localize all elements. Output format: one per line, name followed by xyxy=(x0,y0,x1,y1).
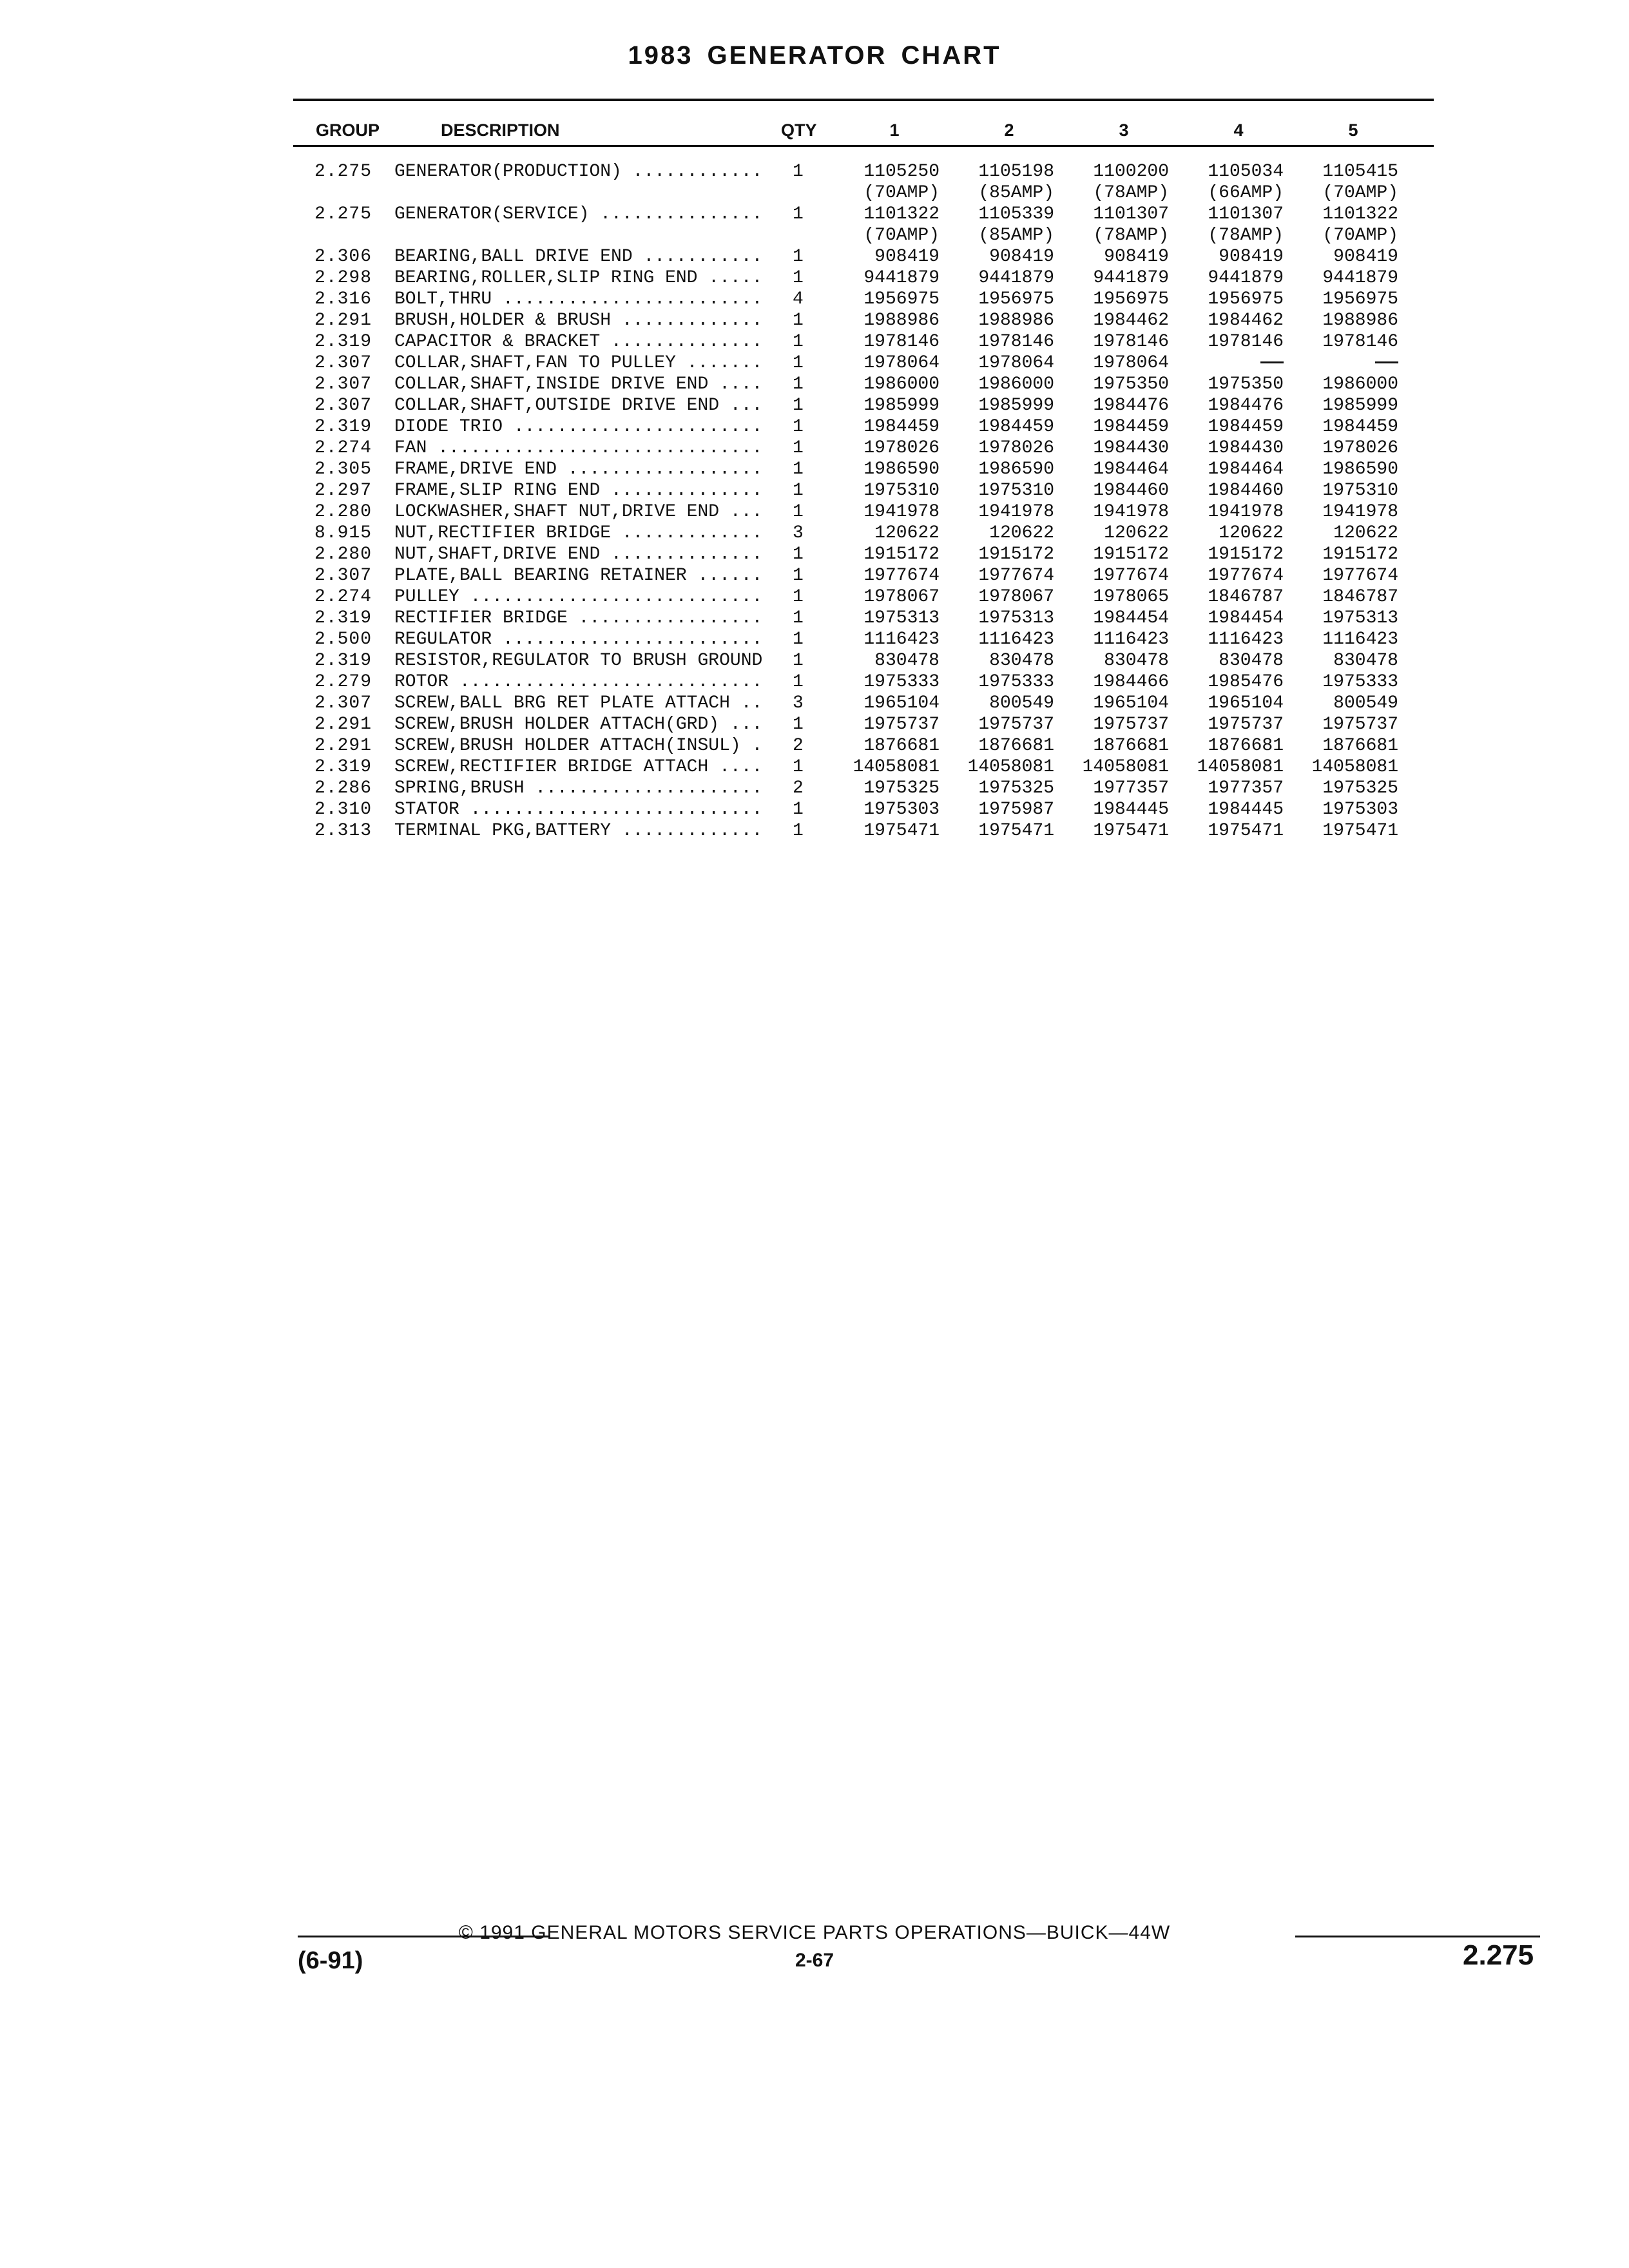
part-number-cell: 1975737 xyxy=(1322,715,1398,735)
qty-cell: 1 xyxy=(793,247,804,267)
part-number-cell: 1956975 xyxy=(1322,289,1398,309)
column-header-2: 2 xyxy=(1004,120,1014,140)
qty-cell: 1 xyxy=(793,800,804,820)
group-cell: 2.307 xyxy=(314,353,372,373)
group-cell: 2.307 xyxy=(314,693,372,713)
part-number-cell: 1984464 xyxy=(1093,459,1169,479)
part-number-cell: 830478 xyxy=(989,651,1054,671)
part-number-cell: 1101322 xyxy=(1322,204,1398,224)
part-number-cell: 1105250 xyxy=(863,162,940,182)
column-header-description: DESCRIPTION xyxy=(441,120,560,140)
description-cell: REGULATOR ........................ xyxy=(394,629,763,649)
description-cell: ROTOR ............................ xyxy=(394,672,763,692)
description-cell: NUT,RECTIFIER BRIDGE ............. xyxy=(394,523,763,543)
table-row xyxy=(0,331,1629,352)
part-number-cell: 1116423 xyxy=(1322,629,1398,649)
part-number-cell: 1977674 xyxy=(1093,566,1169,586)
description-cell: COLLAR,SHAFT,INSIDE DRIVE END .... xyxy=(394,374,763,394)
part-number-cell: 1876681 xyxy=(1322,736,1398,756)
part-number-cell: 1975333 xyxy=(1322,672,1398,692)
part-number-cell: 1975333 xyxy=(978,672,1054,692)
part-number-cell: 1978026 xyxy=(863,438,940,458)
table-row xyxy=(0,480,1629,501)
dash-mark xyxy=(1375,361,1398,363)
column-header-qty: QTY xyxy=(781,120,817,140)
header-top-rule xyxy=(293,99,1434,101)
footer-section-number: 2.275 xyxy=(1463,1939,1534,1971)
description-cell: TERMINAL PKG,BATTERY ............. xyxy=(394,821,763,841)
description-cell: BRUSH,HOLDER & BRUSH ............. xyxy=(394,311,763,331)
qty-cell: 1 xyxy=(793,481,804,501)
column-header-3: 3 xyxy=(1119,120,1129,140)
part-number-cell: 1985999 xyxy=(1322,396,1398,416)
part-number-cell: 1965104 xyxy=(1093,693,1169,713)
qty-cell: 1 xyxy=(793,544,804,564)
part-number-cell: 1105339 xyxy=(978,204,1054,224)
part-number-cell: 1978064 xyxy=(978,353,1054,373)
qty-cell: 1 xyxy=(793,587,804,607)
part-number-cell: 1975471 xyxy=(863,821,940,841)
amperage-cell: (78AMP) xyxy=(1208,226,1284,245)
description-cell: RESISTOR,REGULATOR TO BRUSH GROUND xyxy=(394,651,763,671)
part-number-cell: 1941978 xyxy=(1208,502,1284,522)
part-number-cell: 1846787 xyxy=(1322,587,1398,607)
part-number-cell: 908419 xyxy=(874,247,940,267)
part-number-cell: 1984459 xyxy=(1208,417,1284,437)
part-number-cell: 830478 xyxy=(1219,651,1284,671)
part-number-cell: 1988986 xyxy=(863,311,940,331)
group-cell: 2.280 xyxy=(314,502,372,522)
group-cell: 8.915 xyxy=(314,523,372,543)
part-number-cell: 1956975 xyxy=(1208,289,1284,309)
description-cell: SCREW,RECTIFIER BRIDGE ATTACH .... xyxy=(394,757,763,777)
group-cell: 2.291 xyxy=(314,715,372,735)
part-number-cell: 1977674 xyxy=(1208,566,1284,586)
part-number-cell: 1984459 xyxy=(1093,417,1169,437)
group-cell: 2.307 xyxy=(314,566,372,586)
qty-cell: 1 xyxy=(793,204,804,224)
qty-cell: 1 xyxy=(793,162,804,182)
part-number-cell: 1105198 xyxy=(978,162,1054,182)
part-number-cell: 1977674 xyxy=(863,566,940,586)
amperage-cell: (70AMP) xyxy=(863,183,940,203)
description-cell: COLLAR,SHAFT,OUTSIDE DRIVE END ... xyxy=(394,396,763,416)
group-cell: 2.291 xyxy=(314,311,372,331)
group-cell: 2.319 xyxy=(314,608,372,628)
qty-cell: 1 xyxy=(793,821,804,841)
group-cell: 2.319 xyxy=(314,417,372,437)
part-number-cell: 1975737 xyxy=(1093,715,1169,735)
footer-page-number: 2-67 xyxy=(795,1950,834,1971)
amperage-cell: (66AMP) xyxy=(1208,183,1284,203)
description-cell: SCREW,BRUSH HOLDER ATTACH(INSUL) . xyxy=(394,736,763,756)
description-cell: BOLT,THRU ........................ xyxy=(394,289,763,309)
description-cell: PLATE,BALL BEARING RETAINER ...... xyxy=(394,566,763,586)
group-cell: 2.274 xyxy=(314,438,372,458)
qty-cell: 1 xyxy=(793,438,804,458)
description-cell: SCREW,BRUSH HOLDER ATTACH(GRD) ... xyxy=(394,715,763,735)
part-number-cell: 1977674 xyxy=(1322,566,1398,586)
part-number-cell: 14058081 xyxy=(853,757,940,777)
part-number-cell: 1986590 xyxy=(978,459,1054,479)
page-title: 1983 GENERATOR CHART xyxy=(628,41,1001,70)
qty-cell: 1 xyxy=(793,374,804,394)
part-number-cell: 1975350 xyxy=(1093,374,1169,394)
part-number-cell: 1984459 xyxy=(1322,417,1398,437)
part-number-cell: 1978067 xyxy=(863,587,940,607)
part-number-cell: 1984430 xyxy=(1208,438,1284,458)
part-number-cell: 1986000 xyxy=(1322,374,1398,394)
table-row xyxy=(0,416,1629,437)
table-row xyxy=(0,246,1629,267)
description-cell: GENERATOR(PRODUCTION) ............ xyxy=(394,162,763,182)
part-number-cell: 9441879 xyxy=(1093,268,1169,288)
table-row xyxy=(0,799,1629,820)
part-number-cell: 1941978 xyxy=(863,502,940,522)
part-number-cell: 1876681 xyxy=(863,736,940,756)
part-number-cell: 1956975 xyxy=(863,289,940,309)
table-row xyxy=(0,289,1629,310)
description-cell: RECTIFIER BRIDGE ................. xyxy=(394,608,763,628)
part-number-cell: 1876681 xyxy=(1093,736,1169,756)
part-number-cell: 1975471 xyxy=(978,821,1054,841)
group-cell: 2.313 xyxy=(314,821,372,841)
amperage-cell: (70AMP) xyxy=(1322,226,1398,245)
table-row xyxy=(0,671,1629,693)
description-cell: BEARING,BALL DRIVE END ........... xyxy=(394,247,763,267)
table-row xyxy=(0,352,1629,374)
qty-cell: 3 xyxy=(793,523,804,543)
qty-cell: 1 xyxy=(793,672,804,692)
qty-cell: 1 xyxy=(793,332,804,352)
part-number-cell: 1915172 xyxy=(1093,544,1169,564)
part-number-cell: 800549 xyxy=(989,693,1054,713)
qty-cell: 1 xyxy=(793,396,804,416)
description-cell: SCREW,BALL BRG RET PLATE ATTACH .. xyxy=(394,693,763,713)
part-number-cell: 1985476 xyxy=(1208,672,1284,692)
amperage-row xyxy=(0,225,1629,246)
table-row xyxy=(0,204,1629,225)
group-cell: 2.275 xyxy=(314,204,372,224)
table-row xyxy=(0,778,1629,799)
description-cell: CAPACITOR & BRACKET .............. xyxy=(394,332,763,352)
group-cell: 2.316 xyxy=(314,289,372,309)
amperage-cell: (85AMP) xyxy=(978,183,1054,203)
description-cell: NUT,SHAFT,DRIVE END .............. xyxy=(394,544,763,564)
part-number-cell: 1975325 xyxy=(1322,778,1398,798)
description-cell: LOCKWASHER,SHAFT NUT,DRIVE END ... xyxy=(394,502,763,522)
table-row xyxy=(0,608,1629,629)
table-row xyxy=(0,820,1629,841)
amperage-cell: (70AMP) xyxy=(1322,183,1398,203)
group-cell: 2.275 xyxy=(314,162,372,182)
part-number-cell: 830478 xyxy=(874,651,940,671)
part-number-cell: 1984430 xyxy=(1093,438,1169,458)
qty-cell: 1 xyxy=(793,715,804,735)
qty-cell: 1 xyxy=(793,268,804,288)
part-number-cell: 1101307 xyxy=(1093,204,1169,224)
part-number-cell: 120622 xyxy=(874,523,940,543)
part-number-cell: 1984462 xyxy=(1208,311,1284,331)
part-number-cell: 1956975 xyxy=(978,289,1054,309)
part-number-cell: 1941978 xyxy=(1093,502,1169,522)
part-number-cell: 1975310 xyxy=(978,481,1054,501)
qty-cell: 2 xyxy=(793,778,804,798)
part-number-cell: 1975350 xyxy=(1208,374,1284,394)
part-number-cell: 1978026 xyxy=(1322,438,1398,458)
part-number-cell: 1915172 xyxy=(1208,544,1284,564)
part-number-cell: 1986000 xyxy=(978,374,1054,394)
qty-cell: 1 xyxy=(793,629,804,649)
table-row xyxy=(0,586,1629,608)
part-number-cell: 1978064 xyxy=(1093,353,1169,373)
group-cell: 2.291 xyxy=(314,736,372,756)
part-number-cell: 1915172 xyxy=(1322,544,1398,564)
part-number-cell: 1986590 xyxy=(863,459,940,479)
table-row xyxy=(0,565,1629,586)
part-number-cell: 908419 xyxy=(1219,247,1284,267)
part-number-cell: 14058081 xyxy=(967,757,1054,777)
description-cell: SPRING,BRUSH ..................... xyxy=(394,778,763,798)
table-row xyxy=(0,459,1629,480)
part-number-cell: 14058081 xyxy=(1311,757,1398,777)
group-cell: 2.319 xyxy=(314,651,372,671)
table-row xyxy=(0,161,1629,182)
part-number-cell: 1985999 xyxy=(978,396,1054,416)
table-row xyxy=(0,374,1629,395)
amperage-cell: (70AMP) xyxy=(863,226,940,245)
part-number-cell: 1105034 xyxy=(1208,162,1284,182)
not-applicable-dash xyxy=(1174,352,1284,374)
description-cell: DIODE TRIO ....................... xyxy=(394,417,763,437)
part-number-cell: 1956975 xyxy=(1093,289,1169,309)
part-number-cell: 1978146 xyxy=(1208,332,1284,352)
part-number-cell: 1984466 xyxy=(1093,672,1169,692)
part-number-cell: 908419 xyxy=(1104,247,1169,267)
part-number-cell: 1941978 xyxy=(1322,502,1398,522)
part-number-cell: 120622 xyxy=(989,523,1054,543)
footer-date: (6-91) xyxy=(298,1947,363,1974)
qty-cell: 1 xyxy=(793,608,804,628)
part-number-cell: 1978146 xyxy=(1322,332,1398,352)
group-cell: 2.319 xyxy=(314,332,372,352)
part-number-cell: 9441879 xyxy=(1322,268,1398,288)
part-number-cell: 14058081 xyxy=(1082,757,1169,777)
part-number-cell: 1984445 xyxy=(1093,800,1169,820)
part-number-cell: 1977357 xyxy=(1093,778,1169,798)
part-number-cell: 1975987 xyxy=(978,800,1054,820)
qty-cell: 1 xyxy=(793,353,804,373)
group-cell: 2.305 xyxy=(314,459,372,479)
part-number-cell: 1975471 xyxy=(1322,821,1398,841)
part-number-cell: 1116423 xyxy=(1208,629,1284,649)
part-number-cell: 1116423 xyxy=(1093,629,1169,649)
part-number-cell: 1984460 xyxy=(1093,481,1169,501)
group-cell: 2.319 xyxy=(314,757,372,777)
part-number-cell: 1876681 xyxy=(978,736,1054,756)
group-cell: 2.279 xyxy=(314,672,372,692)
amperage-cell: (85AMP) xyxy=(978,226,1054,245)
column-header-4: 4 xyxy=(1233,120,1244,140)
part-number-cell: 1986000 xyxy=(863,374,940,394)
part-number-cell: 1978146 xyxy=(863,332,940,352)
part-number-cell: 120622 xyxy=(1219,523,1284,543)
amperage-cell: (78AMP) xyxy=(1093,226,1169,245)
amperage-cell: (78AMP) xyxy=(1093,183,1169,203)
part-number-cell: 1977357 xyxy=(1208,778,1284,798)
group-cell: 2.306 xyxy=(314,247,372,267)
qty-cell: 2 xyxy=(793,736,804,756)
table-row xyxy=(0,544,1629,565)
part-number-cell: 1975313 xyxy=(1322,608,1398,628)
table-row xyxy=(0,395,1629,416)
part-number-cell: 14058081 xyxy=(1197,757,1284,777)
qty-cell: 1 xyxy=(793,757,804,777)
part-number-cell: 1101322 xyxy=(863,204,940,224)
table-row xyxy=(0,629,1629,650)
not-applicable-dash xyxy=(1289,352,1398,374)
part-number-cell: 1988986 xyxy=(1322,311,1398,331)
part-number-cell: 1975737 xyxy=(978,715,1054,735)
part-number-cell: 1984460 xyxy=(1208,481,1284,501)
part-number-cell: 1105415 xyxy=(1322,162,1398,182)
column-header-5: 5 xyxy=(1348,120,1358,140)
group-cell: 2.307 xyxy=(314,396,372,416)
part-number-cell: 1975333 xyxy=(863,672,940,692)
qty-cell: 4 xyxy=(793,289,804,309)
part-number-cell: 1984454 xyxy=(1093,608,1169,628)
description-cell: COLLAR,SHAFT,FAN TO PULLEY ....... xyxy=(394,353,763,373)
part-number-cell: 1984476 xyxy=(1093,396,1169,416)
group-cell: 2.307 xyxy=(314,374,372,394)
table-row xyxy=(0,310,1629,331)
part-number-cell: 1984454 xyxy=(1208,608,1284,628)
part-number-cell: 1978146 xyxy=(1093,332,1169,352)
part-number-cell: 800549 xyxy=(1333,693,1398,713)
column-header-1: 1 xyxy=(889,120,900,140)
table-row xyxy=(0,437,1629,459)
footer-copyright: © 1991 GENERAL MOTORS SERVICE PARTS OPERATIONS—BUICK—44W xyxy=(458,1922,1171,1943)
table-row xyxy=(0,693,1629,714)
part-number-cell: 9441879 xyxy=(1208,268,1284,288)
qty-cell: 3 xyxy=(793,693,804,713)
table-row xyxy=(0,650,1629,671)
part-number-cell: 1986590 xyxy=(1322,459,1398,479)
part-number-cell: 1915172 xyxy=(978,544,1054,564)
part-number-cell: 1876681 xyxy=(1208,736,1284,756)
table-row xyxy=(0,501,1629,523)
dash-mark xyxy=(1260,361,1284,363)
part-number-cell: 1116423 xyxy=(978,629,1054,649)
part-number-cell: 1965104 xyxy=(1208,693,1284,713)
part-number-cell: 1975325 xyxy=(863,778,940,798)
table-row xyxy=(0,267,1629,289)
part-number-cell: 1975303 xyxy=(863,800,940,820)
description-cell: PULLEY ........................... xyxy=(394,587,763,607)
group-cell: 2.297 xyxy=(314,481,372,501)
part-number-cell: 9441879 xyxy=(978,268,1054,288)
qty-cell: 1 xyxy=(793,651,804,671)
part-number-cell: 1975471 xyxy=(1093,821,1169,841)
part-number-cell: 1975325 xyxy=(978,778,1054,798)
part-number-cell: 1975303 xyxy=(1322,800,1398,820)
column-header-group: GROUP xyxy=(316,120,380,140)
part-number-cell: 1941978 xyxy=(978,502,1054,522)
part-number-cell: 1116423 xyxy=(863,629,940,649)
part-number-cell: 1975737 xyxy=(863,715,940,735)
part-number-cell: 1984464 xyxy=(1208,459,1284,479)
group-cell: 2.274 xyxy=(314,587,372,607)
part-number-cell: 1915172 xyxy=(863,544,940,564)
part-number-cell: 830478 xyxy=(1104,651,1169,671)
description-cell: BEARING,ROLLER,SLIP RING END ..... xyxy=(394,268,763,288)
part-number-cell: 1988986 xyxy=(978,311,1054,331)
qty-cell: 1 xyxy=(793,459,804,479)
part-number-cell: 1978067 xyxy=(978,587,1054,607)
part-number-cell: 1985999 xyxy=(863,396,940,416)
part-number-cell: 1984459 xyxy=(978,417,1054,437)
part-number-cell: 1978026 xyxy=(978,438,1054,458)
description-cell: GENERATOR(SERVICE) ............... xyxy=(394,204,763,224)
group-cell: 2.500 xyxy=(314,629,372,649)
group-cell: 2.310 xyxy=(314,800,372,820)
qty-cell: 1 xyxy=(793,417,804,437)
part-number-cell: 1984462 xyxy=(1093,311,1169,331)
part-number-cell: 1100200 xyxy=(1093,162,1169,182)
part-number-cell: 1101307 xyxy=(1208,204,1284,224)
qty-cell: 1 xyxy=(793,311,804,331)
part-number-cell: 1975313 xyxy=(978,608,1054,628)
part-number-cell: 120622 xyxy=(1333,523,1398,543)
description-cell: FRAME,DRIVE END .................. xyxy=(394,459,763,479)
part-number-cell: 1975310 xyxy=(863,481,940,501)
description-cell: FAN .............................. xyxy=(394,438,763,458)
part-number-cell: 1965104 xyxy=(863,693,940,713)
part-number-cell: 1846787 xyxy=(1208,587,1284,607)
group-cell: 2.298 xyxy=(314,268,372,288)
description-cell: FRAME,SLIP RING END .............. xyxy=(394,481,763,501)
qty-cell: 1 xyxy=(793,566,804,586)
part-number-cell: 1984445 xyxy=(1208,800,1284,820)
table-row xyxy=(0,714,1629,735)
part-number-cell: 9441879 xyxy=(863,268,940,288)
group-cell: 2.280 xyxy=(314,544,372,564)
part-number-cell: 830478 xyxy=(1333,651,1398,671)
group-cell: 2.286 xyxy=(314,778,372,798)
part-number-cell: 1984476 xyxy=(1208,396,1284,416)
table-row xyxy=(0,735,1629,756)
part-number-cell: 1975313 xyxy=(863,608,940,628)
part-number-cell: 908419 xyxy=(989,247,1054,267)
part-number-cell: 908419 xyxy=(1333,247,1398,267)
amperage-row xyxy=(0,182,1629,204)
table-row xyxy=(0,523,1629,544)
part-number-cell: 1975310 xyxy=(1322,481,1398,501)
header-bottom-rule xyxy=(293,145,1434,147)
part-number-cell: 1984459 xyxy=(863,417,940,437)
qty-cell: 1 xyxy=(793,502,804,522)
part-number-cell: 1978064 xyxy=(863,353,940,373)
part-number-cell: 1977674 xyxy=(978,566,1054,586)
description-cell: STATOR ........................... xyxy=(394,800,763,820)
part-number-cell: 1978065 xyxy=(1093,587,1169,607)
part-number-cell: 1978146 xyxy=(978,332,1054,352)
table-row xyxy=(0,756,1629,778)
part-number-cell: 120622 xyxy=(1104,523,1169,543)
part-number-cell: 1975737 xyxy=(1208,715,1284,735)
part-number-cell: 1975471 xyxy=(1208,821,1284,841)
